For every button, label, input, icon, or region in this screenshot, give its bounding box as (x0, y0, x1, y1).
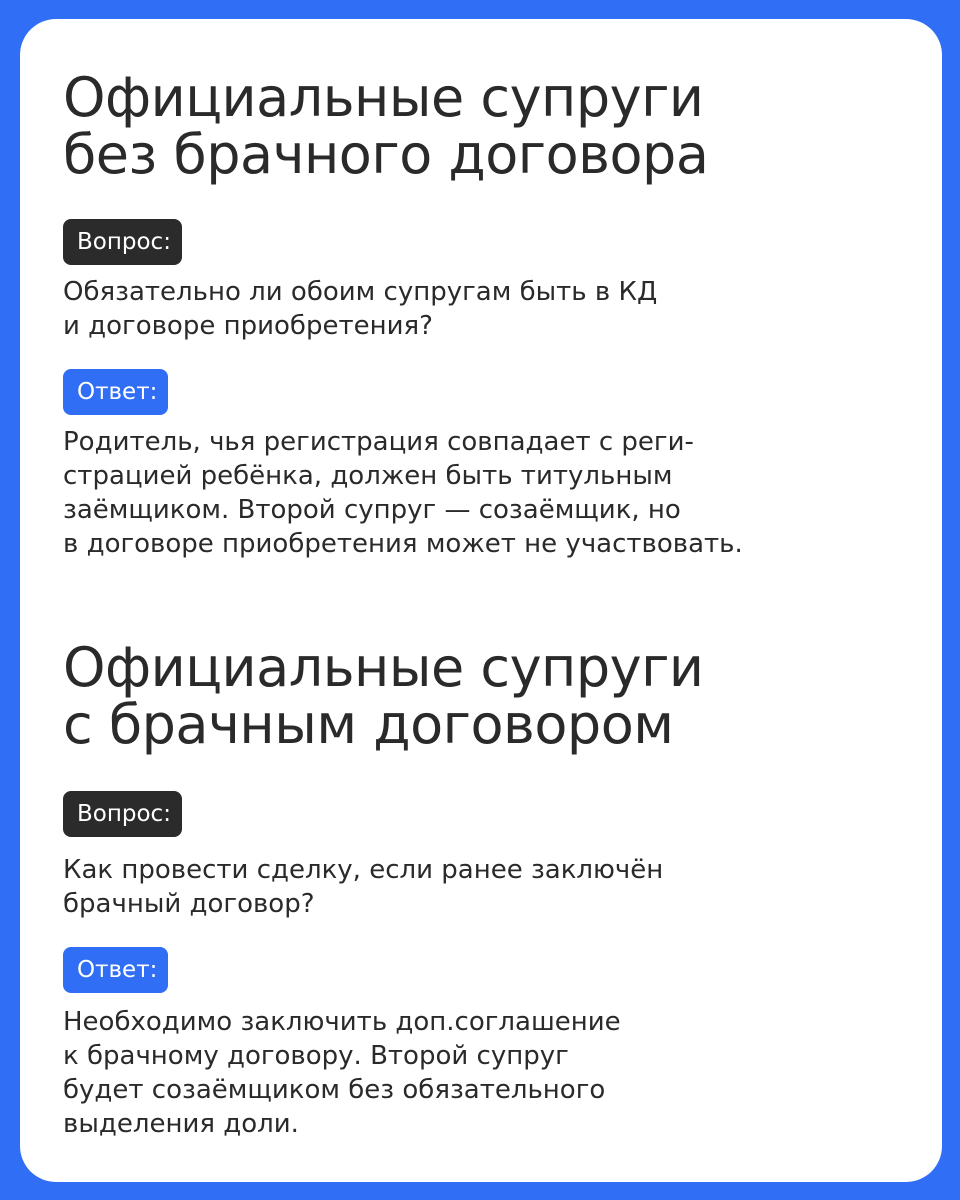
answer-badge: Ответ: (63, 947, 168, 993)
question-text: Обязательно ли обоим супругам быть в КД и договоре приобретения? (63, 277, 658, 341)
answer-text: Необходимо заключить доп.соглашение к брачному договору. Второй супруг будет созаёмщиком без обязательного выделения доли. (63, 1007, 621, 1139)
content-card (20, 19, 942, 1182)
question-text: Как провести сделку, если ранее заключён брачный договор? (63, 855, 664, 919)
section-title: Официальные супруги с брачным договором (63, 636, 704, 756)
section-title: Официальные супруги без брачного договора (63, 66, 709, 186)
section-with-prenup (63, 636, 923, 1141)
section-without-prenup (63, 66, 923, 561)
answer-badge: Ответ: (63, 369, 168, 415)
question-badge: Вопрос: (63, 791, 182, 837)
question-badge: Вопрос: (63, 219, 182, 265)
answer-text: Родитель, чья регистрация совпадает с реги- страцией ребёнка, должен быть титульным заёмщиком. Второй супруг — созаёмщик, но в договоре приобретения может не участвовать. (63, 427, 743, 559)
